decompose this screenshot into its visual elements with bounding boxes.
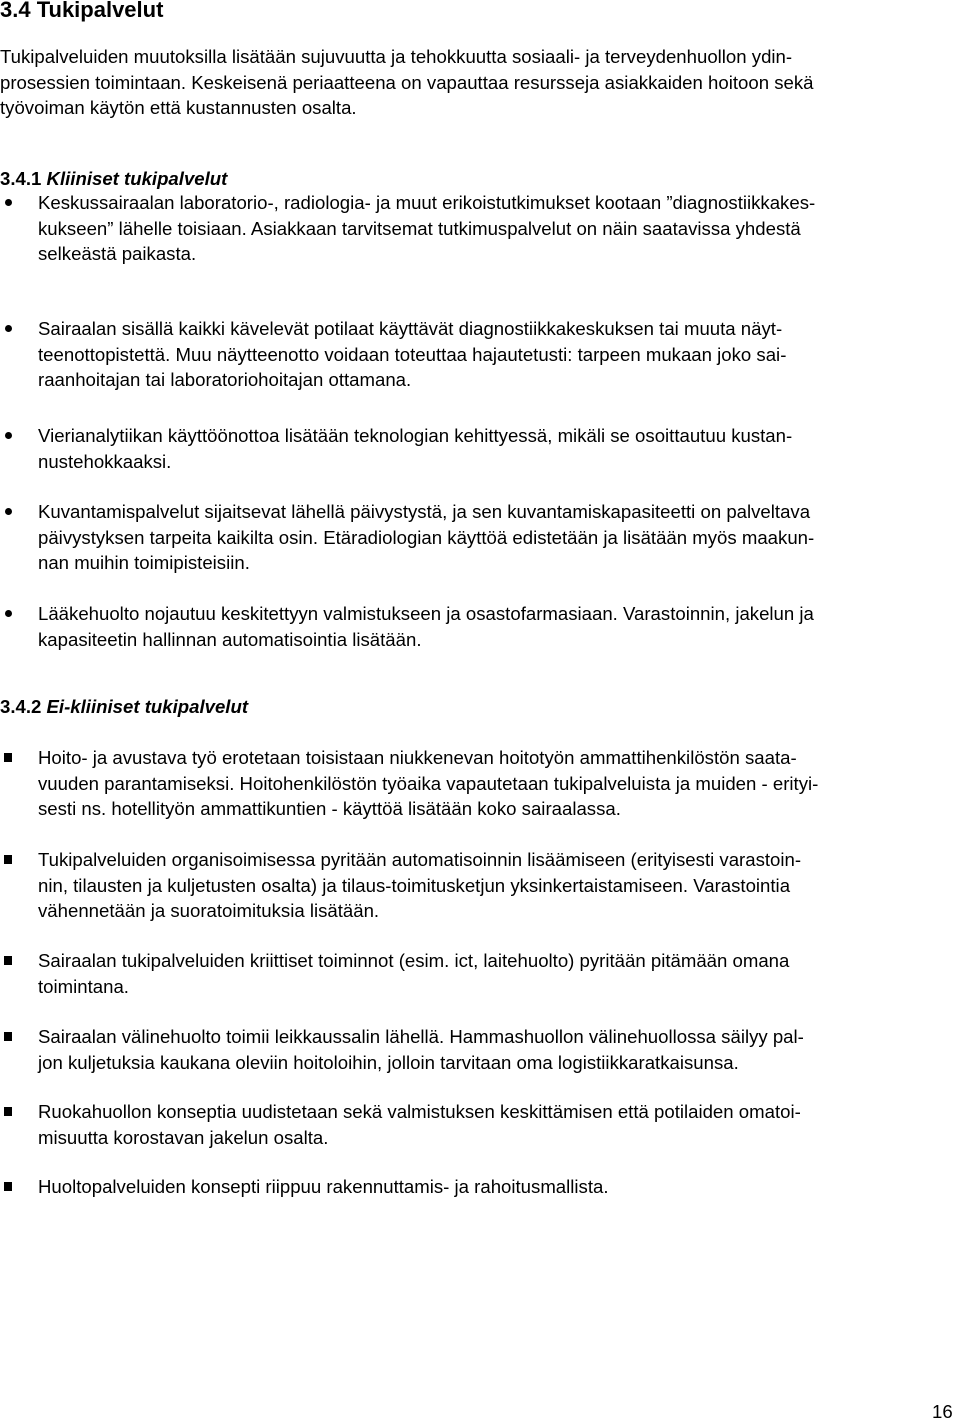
- subsection-title: Ei-kliiniset tukipalvelut: [46, 696, 249, 717]
- list-item-line: Sairaalan sisällä kaikki kävelevät potilaat käyttävät diagnostiikkakeskuksen tai muuta näyt-: [38, 318, 783, 339]
- list-item-line: teenottopistettä. Muu näytteenotto voidaan toteuttaa hajautetusti: tarpeen mukaan joko sai-: [38, 343, 787, 365]
- list-item-line: selkeästä paikasta.: [38, 243, 197, 264]
- subsection-heading-clinical: [0, 166, 227, 192]
- list-item-line: Tukipalveluiden organisoimisessa pyritään automatisoinnin lisäämiseen (erityisesti varastoin-: [38, 849, 802, 870]
- list-item-line: raanhoitajan tai laboratoriohoitajan ottamana.: [38, 369, 412, 390]
- list-item-line: kapasiteetin hallinnan automatisointia lisätään.: [38, 628, 422, 650]
- list-item-text: [38, 1174, 953, 1200]
- list-item-line: nustehokkaaksi.: [38, 450, 172, 472]
- bullet-square-icon: [4, 1032, 12, 1041]
- list-item-text: [38, 601, 953, 652]
- list-item-line: Keskussairaalan laboratorio-, radiologia- ja muut erikoistutkimukset kootaan ”diagnostiikkakes-: [38, 192, 816, 213]
- list-item-line: kukseen” lähelle toisiaan. Asiakkaan tarvitsemat tutkimuspalvelut on näin saatavissa yhdestä: [38, 217, 801, 239]
- list-item-text: [38, 1099, 953, 1150]
- list-item-line: Vierianalytiikan käyttöönottoa lisätään teknologian kehittyessä, mikäli se osoittautuu kustan-: [38, 425, 793, 446]
- list-item-line: päivystyksen tarpeita kaikilta osin. Etäradiologian käyttöä edistetään ja lisätään myös maakun-: [38, 526, 815, 548]
- list-item-line: misuutta korostavan jakelun osalta.: [38, 1126, 329, 1148]
- bullet-square-icon: [4, 753, 12, 762]
- list-item-text: [38, 847, 953, 924]
- bullet-square-icon: [4, 1182, 12, 1191]
- list-item-line: Kuvantamispalvelut sijaitsevat lähellä päivystystä, ja sen kuvantamiskapasiteetti on palveltava: [38, 501, 811, 522]
- intro-line: työvoiman käytön että kustannusten osalta.: [0, 97, 357, 118]
- subsection-number: 3.4.2: [0, 696, 42, 717]
- bullet-dot-icon: [5, 508, 12, 515]
- bullet-dot-icon: [5, 610, 12, 617]
- list-item-line: vuuden parantamiseksi. Hoitohenkilöstön työaika vapautetaan tukipalveluista ja muiden - erityi-: [38, 772, 819, 794]
- bullet-square-icon: [4, 956, 12, 965]
- list-item-text: [38, 745, 953, 822]
- list-item-line: Hoito- ja avustava työ erotetaan toisistaan niukkenevan hoitotyön ammattihenkilöstön saata-: [38, 747, 797, 768]
- bullet-dot-icon: [5, 325, 12, 332]
- subsection-number: 3.4.1: [0, 168, 42, 189]
- list-item-line: Sairaalan tukipalveluiden kriittiset toiminnot (esim. ict, laitehuolto) pyritään pitämään omana: [38, 950, 790, 971]
- intro-line: prosessien toimintaan. Keskeisenä periaatteena on vapauttaa resursseja asiakkaiden hoitoon sekä: [0, 71, 814, 93]
- bullet-dot-icon: [5, 199, 12, 206]
- bullet-dot-icon: [5, 432, 12, 439]
- list-item-line: Sairaalan välinehuolto toimii leikkaussalin lähellä. Hammashuollon välinehuollossa säilyy pal-: [38, 1026, 804, 1047]
- list-item-line: nin, tilausten ja kuljetusten osalta) ja tilaus-toimitusketjun yksinkertaistamiseen. Varastointia: [38, 874, 791, 896]
- list-item-line: sesti ns. hotellityön ammattikuntien - käyttöä lisätään koko sairaalassa.: [38, 798, 621, 819]
- intro-line: Tukipalveluiden muutoksilla lisätään sujuvuutta ja tehokkuutta sosiaali- ja terveydenhuollon ydin-: [0, 46, 793, 67]
- list-item-text: [38, 499, 953, 576]
- subsection-heading-non-clinical: [0, 694, 248, 720]
- bullet-square-icon: [4, 855, 12, 864]
- list-item-text: [38, 423, 953, 474]
- list-item-text: [38, 316, 953, 393]
- list-item-line: jon kuljetuksia kaukana oleviin hoitoloihin, jolloin tarvitaan oma logistiikkaratkaisunsa.: [38, 1051, 739, 1073]
- list-item-line: Lääkehuolto nojautuu keskitettyyn valmistukseen ja osastofarmasiaan. Varastoinnin, jakelun ja: [38, 603, 814, 624]
- list-item-line: toimintana.: [38, 975, 129, 997]
- intro-paragraph: [0, 44, 958, 121]
- list-item-line: vähennetään ja suoratoimituksia lisätään.: [38, 900, 380, 921]
- page-number: 16: [932, 1401, 953, 1422]
- section-heading: 3.4 Tukipalvelut: [0, 0, 164, 22]
- list-item-line: Huoltopalveluiden konsepti riippuu rakennuttamis- ja rahoitusmallista.: [38, 1176, 609, 1197]
- subsection-title: Kliiniset tukipalvelut: [46, 168, 228, 189]
- list-item-text: [38, 1024, 953, 1075]
- list-item-line: nan muihin toimipisteisiin.: [38, 552, 250, 573]
- list-item-text: [38, 948, 953, 999]
- bullet-square-icon: [4, 1107, 12, 1116]
- list-item-text: [38, 190, 953, 267]
- list-item-line: Ruokahuollon konseptia uudistetaan sekä valmistuksen keskittämisen että potilaiden omatoi-: [38, 1101, 801, 1122]
